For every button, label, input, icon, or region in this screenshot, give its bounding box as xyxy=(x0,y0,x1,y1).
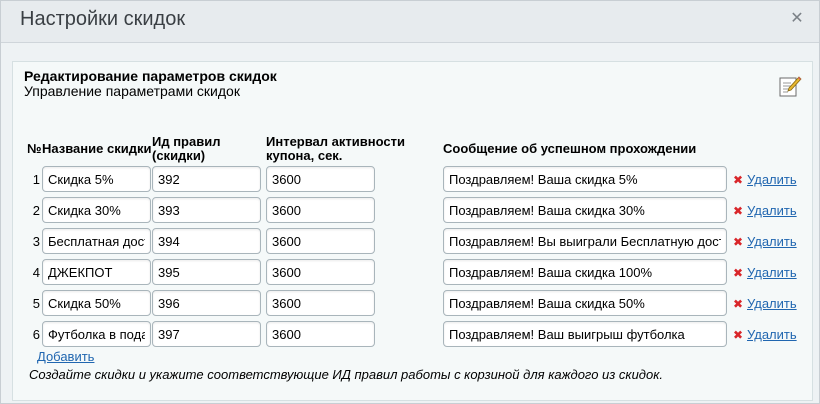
header-interval xyxy=(266,135,405,163)
discount-name-input[interactable] xyxy=(42,166,151,192)
row-number: 6 xyxy=(32,327,40,342)
delete-icon[interactable]: ✖ xyxy=(733,235,744,249)
delete-icon[interactable]: ✖ xyxy=(733,204,744,218)
add-link[interactable]: Добавить xyxy=(37,349,95,364)
close-icon[interactable]: ✕ xyxy=(790,10,804,27)
success-message-input[interactable] xyxy=(443,259,727,285)
panel-subheading: Управление параметрами скидок xyxy=(24,83,240,99)
header-rule-id-line2: (скидки) xyxy=(152,148,206,163)
interval-input[interactable] xyxy=(266,290,375,316)
delete-link[interactable]: Удалить xyxy=(747,265,797,280)
rule-id-input[interactable] xyxy=(152,228,261,254)
success-message-input[interactable] xyxy=(443,290,727,316)
delete-icon[interactable]: ✖ xyxy=(733,297,744,311)
row-number: 1 xyxy=(32,172,40,187)
row-number: 2 xyxy=(32,203,40,218)
interval-input[interactable] xyxy=(266,197,375,223)
rule-id-input[interactable] xyxy=(152,321,261,347)
interval-input[interactable] xyxy=(266,321,375,347)
header-message: Сообщение об успешном прохождении xyxy=(443,141,697,156)
rule-id-input[interactable] xyxy=(152,290,261,316)
delete-link[interactable]: Удалить xyxy=(747,296,797,311)
success-message-input[interactable] xyxy=(443,228,727,254)
panel-header xyxy=(24,69,277,99)
edit-panel xyxy=(12,61,813,401)
rule-id-input[interactable] xyxy=(152,166,261,192)
header-rule-id xyxy=(152,135,220,163)
header-rule-id-line1: Ид правил xyxy=(152,134,221,149)
row-number: 5 xyxy=(32,296,40,311)
discount-name-input[interactable] xyxy=(42,197,151,223)
discount-name-input[interactable] xyxy=(42,290,151,316)
row-number: 3 xyxy=(32,234,40,249)
success-message-input[interactable] xyxy=(443,166,727,192)
panel-heading: Редактирование параметров скидок xyxy=(24,68,277,84)
delete-link[interactable]: Удалить xyxy=(747,203,797,218)
edit-note-icon[interactable] xyxy=(778,74,802,98)
delete-link[interactable]: Удалить xyxy=(747,172,797,187)
discount-name-input[interactable] xyxy=(42,321,151,347)
header-interval-line2: купона, сек. xyxy=(266,148,343,163)
hint-text: Создайте скидки и укажите соответствующие ИД правил работы с корзиной для каждого из скидок. xyxy=(29,367,663,382)
header-name: Название скидки xyxy=(42,141,152,156)
rule-id-input[interactable] xyxy=(152,259,261,285)
header-interval-line1: Интервал активности xyxy=(266,134,405,149)
delete-icon[interactable]: ✖ xyxy=(733,173,744,187)
discount-name-input[interactable] xyxy=(42,259,151,285)
dialog-titlebar xyxy=(1,1,819,43)
discount-name-input[interactable] xyxy=(42,228,151,254)
interval-input[interactable] xyxy=(266,259,375,285)
success-message-input[interactable] xyxy=(443,197,727,223)
delete-link[interactable]: Удалить xyxy=(747,327,797,342)
success-message-input[interactable] xyxy=(443,321,727,347)
interval-input[interactable] xyxy=(266,228,375,254)
rule-id-input[interactable] xyxy=(152,197,261,223)
dialog-title: Настройки скидок xyxy=(20,8,186,30)
delete-icon[interactable]: ✖ xyxy=(733,328,744,342)
delete-icon[interactable]: ✖ xyxy=(733,266,744,280)
interval-input[interactable] xyxy=(266,166,375,192)
header-num: № xyxy=(27,141,42,156)
delete-link[interactable]: Удалить xyxy=(747,234,797,249)
row-number: 4 xyxy=(32,265,40,280)
